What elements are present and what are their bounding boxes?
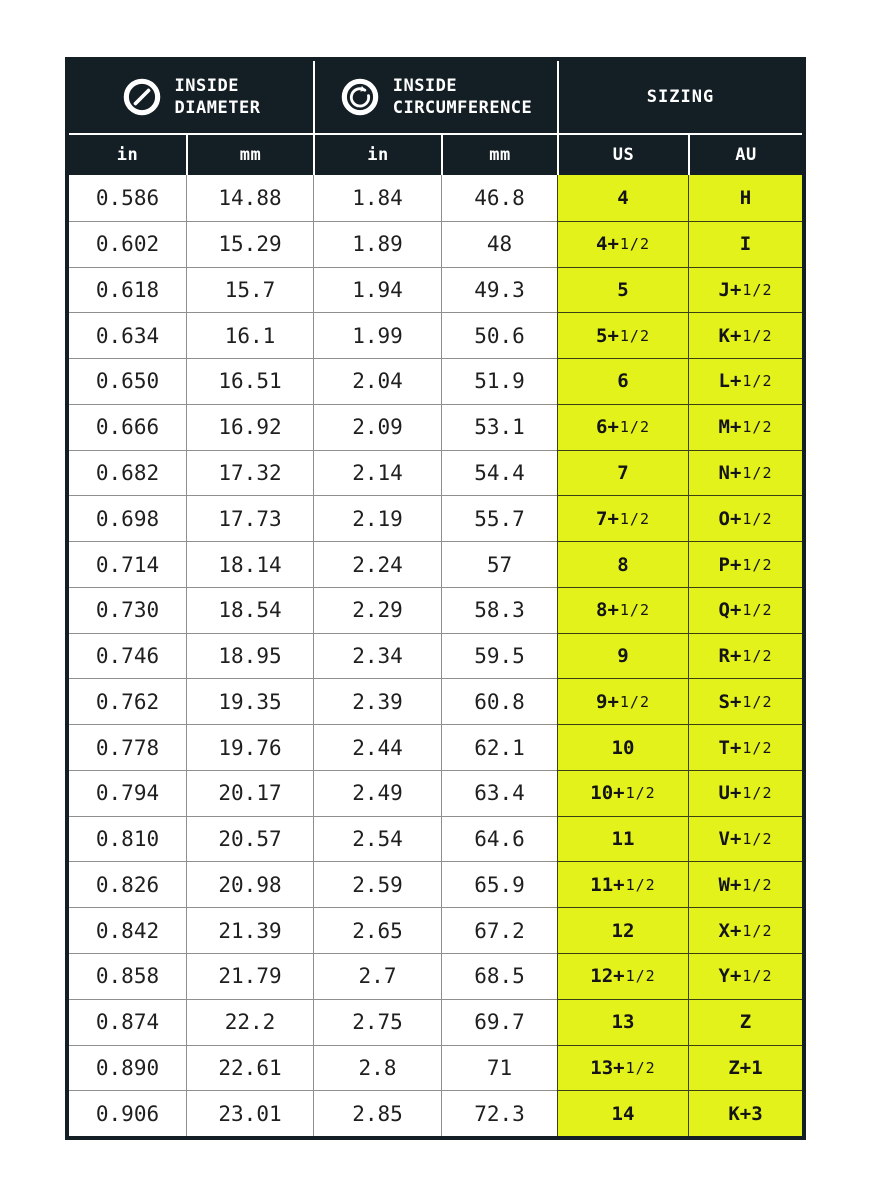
cell-size-us [557, 953, 688, 999]
table-row [69, 541, 802, 587]
cell-diameter-in: 0.650 [69, 358, 186, 404]
cell-size-us [557, 404, 688, 450]
table-row [69, 678, 802, 724]
size-value: 7+ [596, 507, 619, 530]
size-fraction: 1/2 [742, 692, 773, 711]
table-row [69, 770, 802, 816]
cell-circumference-in: 2.7 [313, 953, 441, 999]
cell-size-au: H [688, 175, 802, 221]
cell-circumference-mm: 59.5 [441, 633, 557, 679]
cell-circumference-mm: 60.8 [441, 678, 557, 724]
cell-size-us [557, 770, 688, 816]
cell-size-us: 10 [557, 724, 688, 770]
cell-diameter-in: 0.874 [69, 999, 186, 1045]
size-value: 5+ [596, 324, 619, 347]
header-sizing [557, 61, 802, 133]
cell-diameter-mm: 21.79 [186, 953, 313, 999]
table-row [69, 724, 802, 770]
size-fraction: 1/2 [742, 738, 773, 757]
cell-diameter-mm: 20.57 [186, 816, 313, 862]
cell-circumference-mm: 71 [441, 1045, 557, 1091]
subheader-size-au: AU [688, 135, 802, 175]
header-groups [69, 61, 802, 133]
table-body [69, 175, 802, 1136]
cell-diameter-in: 0.714 [69, 541, 186, 587]
cell-size-us: 13 [557, 999, 688, 1045]
cell-circumference-in: 2.14 [313, 450, 441, 496]
cell-size-au [688, 312, 802, 358]
table-row [69, 221, 802, 267]
cell-size-au [688, 404, 802, 450]
cell-circumference-in: 2.24 [313, 541, 441, 587]
cell-size-au: K+3 [688, 1090, 802, 1136]
cell-diameter-mm: 16.51 [186, 358, 313, 404]
size-fraction: 1/2 [619, 418, 650, 437]
cell-size-au [688, 678, 802, 724]
size-fraction: 1/2 [619, 601, 650, 620]
size-fraction: 1/2 [742, 601, 773, 620]
size-value: U+ [718, 782, 742, 805]
cell-diameter-in: 0.778 [69, 724, 186, 770]
cell-diameter-mm: 18.54 [186, 587, 313, 633]
cell-diameter-in: 0.810 [69, 816, 186, 862]
size-fraction: 1/2 [742, 509, 773, 528]
cell-size-au: Z [688, 999, 802, 1045]
size-fraction: 1/2 [742, 326, 773, 345]
cell-circumference-in: 2.75 [313, 999, 441, 1045]
table-row [69, 495, 802, 541]
size-value: Q+ [718, 599, 742, 622]
cell-diameter-mm: 18.95 [186, 633, 313, 679]
cell-size-au [688, 953, 802, 999]
cell-diameter-mm: 19.35 [186, 678, 313, 724]
subheader-diameter-mm: mm [186, 135, 313, 175]
cell-diameter-in: 0.618 [69, 267, 186, 313]
table-row [69, 861, 802, 907]
cell-size-us [557, 861, 688, 907]
table-row [69, 816, 802, 862]
cell-circumference-mm: 55.7 [441, 495, 557, 541]
size-fraction: 1/2 [742, 280, 773, 299]
cell-circumference-in: 2.19 [313, 495, 441, 541]
cell-diameter-mm: 19.76 [186, 724, 313, 770]
size-value: 4+ [596, 233, 619, 256]
size-fraction: 1/2 [619, 235, 650, 254]
cell-size-us [557, 312, 688, 358]
cell-circumference-in: 2.44 [313, 724, 441, 770]
size-value: J+ [718, 278, 742, 301]
circumference-icon [340, 77, 380, 117]
subheader-diameter-in: in [116, 145, 139, 165]
cell-circumference-mm: 53.1 [441, 404, 557, 450]
size-value: 11+ [590, 873, 625, 896]
cell-diameter-in: 0.842 [69, 907, 186, 953]
cell-circumference-mm: 72.3 [441, 1090, 557, 1136]
cell-circumference-in: 2.8 [313, 1045, 441, 1091]
cell-size-us: 4 [557, 175, 688, 221]
size-value: 6+ [596, 416, 619, 439]
cell-size-us: 11 [557, 816, 688, 862]
table-row [69, 404, 802, 450]
cell-circumference-in: 2.59 [313, 861, 441, 907]
cell-circumference-mm: 67.2 [441, 907, 557, 953]
cell-size-us [557, 1045, 688, 1091]
cell-size-au [688, 450, 802, 496]
ring-size-table [65, 57, 806, 1140]
size-fraction: 1/2 [742, 967, 773, 986]
cell-circumference-mm: 49.3 [441, 267, 557, 313]
cell-diameter-in: 0.730 [69, 587, 186, 633]
cell-diameter-in: 0.858 [69, 953, 186, 999]
cell-diameter-in: 0.890 [69, 1045, 186, 1091]
cell-circumference-in: 1.94 [313, 267, 441, 313]
size-value: 13+ [590, 1056, 625, 1079]
cell-circumference-in: 2.09 [313, 404, 441, 450]
table-row [69, 587, 802, 633]
header-line: INSIDE [174, 75, 239, 96]
table-row [69, 175, 802, 221]
cell-circumference-mm: 62.1 [441, 724, 557, 770]
cell-diameter-in: 0.634 [69, 312, 186, 358]
table-header [69, 61, 802, 175]
size-value: L+ [718, 370, 742, 393]
cell-diameter-in: 0.602 [69, 221, 186, 267]
table-row [69, 633, 802, 679]
cell-diameter-mm: 17.73 [186, 495, 313, 541]
size-fraction: 1/2 [742, 463, 773, 482]
table-row [69, 1090, 802, 1136]
cell-circumference-in: 2.04 [313, 358, 441, 404]
table-row [69, 953, 802, 999]
cell-circumference-in: 1.89 [313, 221, 441, 267]
size-fraction: 1/2 [625, 875, 656, 894]
cell-size-au [688, 358, 802, 404]
size-fraction: 1/2 [742, 875, 773, 894]
cell-size-au [688, 907, 802, 953]
cell-size-us: 6 [557, 358, 688, 404]
cell-diameter-in: 0.906 [69, 1090, 186, 1136]
cell-size-au: I [688, 221, 802, 267]
table-row [69, 1045, 802, 1091]
cell-size-us [557, 587, 688, 633]
cell-size-au [688, 770, 802, 816]
size-value: K+ [718, 324, 742, 347]
cell-circumference-mm: 58.3 [441, 587, 557, 633]
size-value: 10+ [590, 782, 625, 805]
cell-circumference-in: 1.99 [313, 312, 441, 358]
size-value: T+ [718, 736, 742, 759]
cell-circumference-in: 2.65 [313, 907, 441, 953]
size-value: Y+ [718, 965, 742, 988]
cell-diameter-mm: 15.7 [186, 267, 313, 313]
cell-size-au [688, 541, 802, 587]
cell-size-us: 9 [557, 633, 688, 679]
cell-diameter-mm: 22.2 [186, 999, 313, 1045]
subheader-size-us: US [557, 135, 688, 175]
header-inside-circumference-label [393, 75, 533, 119]
cell-circumference-in: 2.39 [313, 678, 441, 724]
size-value: 9+ [596, 690, 619, 713]
header-inside-diameter-label [175, 75, 261, 119]
size-fraction: 1/2 [742, 921, 773, 940]
size-fraction: 1/2 [619, 692, 650, 711]
cell-size-us [557, 221, 688, 267]
size-fraction: 1/2 [625, 967, 656, 986]
header-inside-diameter [69, 61, 313, 133]
size-fraction: 1/2 [742, 372, 773, 391]
header-line: CIRCUMFERENCE [392, 98, 533, 118]
table-row [69, 907, 802, 953]
header-subcolumns [69, 135, 802, 175]
size-fraction: 1/2 [619, 509, 650, 528]
cell-diameter-in: 0.762 [69, 678, 186, 724]
cell-circumference-mm: 48 [441, 221, 557, 267]
cell-circumference-mm: 57 [441, 541, 557, 587]
cell-diameter-mm: 17.32 [186, 450, 313, 496]
cell-size-au [688, 816, 802, 862]
size-value: 12+ [590, 965, 625, 988]
cell-size-us: 5 [557, 267, 688, 313]
size-fraction: 1/2 [742, 418, 773, 437]
table-row [69, 267, 802, 313]
cell-diameter-mm: 15.29 [186, 221, 313, 267]
cell-size-au: Z+1 [688, 1045, 802, 1091]
cell-diameter-mm: 16.92 [186, 404, 313, 450]
cell-circumference-in: 2.49 [313, 770, 441, 816]
size-fraction: 1/2 [742, 830, 773, 849]
cell-size-us: 8 [557, 541, 688, 587]
cell-diameter-mm: 20.17 [186, 770, 313, 816]
header-inside-circumference [313, 61, 557, 133]
cell-diameter-mm: 21.39 [186, 907, 313, 953]
cell-size-au [688, 724, 802, 770]
cell-diameter-mm: 14.88 [186, 175, 313, 221]
size-fraction: 1/2 [625, 784, 656, 803]
cell-diameter-mm: 23.01 [186, 1090, 313, 1136]
cell-circumference-in: 2.29 [313, 587, 441, 633]
subheader-circumference-in: in [313, 135, 441, 175]
size-value: 8+ [596, 599, 619, 622]
size-value: X+ [718, 919, 742, 942]
cell-size-au [688, 633, 802, 679]
table-row [69, 450, 802, 496]
cell-circumference-mm: 46.8 [441, 175, 557, 221]
cell-diameter-in: 0.666 [69, 404, 186, 450]
cell-size-us: 12 [557, 907, 688, 953]
cell-circumference-mm: 54.4 [441, 450, 557, 496]
size-value: M+ [718, 416, 742, 439]
cell-diameter-in: 0.746 [69, 633, 186, 679]
cell-diameter-mm: 20.98 [186, 861, 313, 907]
cell-diameter-mm: 18.14 [186, 541, 313, 587]
cell-size-us: 7 [557, 450, 688, 496]
cell-diameter-in: 0.826 [69, 861, 186, 907]
size-value: S+ [718, 690, 742, 713]
diameter-icon [122, 77, 162, 117]
size-fraction: 1/2 [742, 784, 773, 803]
cell-diameter-mm: 22.61 [186, 1045, 313, 1091]
cell-circumference-mm: 69.7 [441, 999, 557, 1045]
header-line: INSIDE [392, 75, 458, 96]
size-fraction: 1/2 [625, 1058, 656, 1077]
table-row [69, 999, 802, 1045]
cell-diameter-mm: 16.1 [186, 312, 313, 358]
cell-circumference-mm: 64.6 [441, 816, 557, 862]
cell-circumference-in: 1.84 [313, 175, 441, 221]
header-sizing-label: SIZING [646, 87, 715, 107]
size-fraction: 1/2 [742, 647, 773, 666]
cell-circumference-mm: 65.9 [441, 861, 557, 907]
cell-diameter-in: 0.698 [69, 495, 186, 541]
cell-circumference-mm: 63.4 [441, 770, 557, 816]
cell-size-us [557, 495, 688, 541]
cell-diameter-in: 0.682 [69, 450, 186, 496]
size-value: W+ [718, 873, 742, 896]
cell-circumference-in: 2.34 [313, 633, 441, 679]
cell-circumference-mm: 50.6 [441, 312, 557, 358]
cell-diameter-in: 0.586 [69, 175, 186, 221]
size-value: N+ [718, 461, 742, 484]
size-fraction: 1/2 [742, 555, 773, 574]
subheader-circumference-mm: mm [441, 135, 557, 175]
size-value: O+ [718, 507, 742, 530]
table-row [69, 312, 802, 358]
cell-circumference-mm: 51.9 [441, 358, 557, 404]
cell-circumference-mm: 68.5 [441, 953, 557, 999]
cell-size-au [688, 587, 802, 633]
cell-size-us: 14 [557, 1090, 688, 1136]
size-fraction: 1/2 [619, 326, 650, 345]
cell-circumference-in: 2.54 [313, 816, 441, 862]
size-value: V+ [718, 828, 742, 851]
cell-size-us [557, 678, 688, 724]
cell-size-au [688, 267, 802, 313]
header-line: DIAMETER [174, 98, 261, 118]
cell-size-au [688, 861, 802, 907]
cell-size-au [688, 495, 802, 541]
size-value: R+ [718, 645, 742, 668]
cell-circumference-in: 2.85 [313, 1090, 441, 1136]
table-row [69, 358, 802, 404]
cell-diameter-in: 0.794 [69, 770, 186, 816]
size-value: P+ [718, 553, 742, 576]
